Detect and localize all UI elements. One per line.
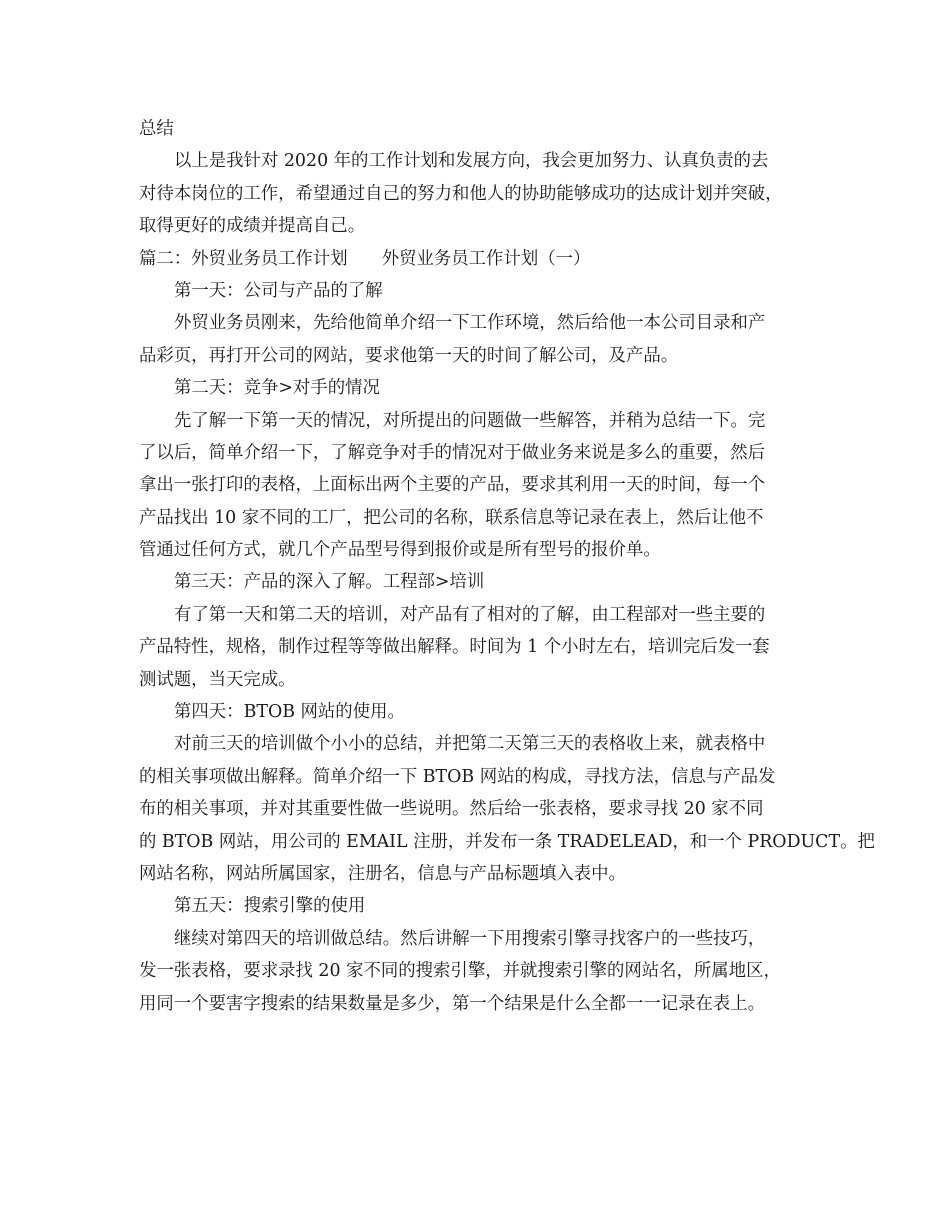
text-line: 取得更好的成绩并提高自己。 bbox=[139, 216, 366, 237]
text-line: 产品特性，规格，制作过程等等做出解释。时间为 1 个小时左右，培训完后发一套 bbox=[139, 637, 770, 658]
text-line: 第四天：BTOB 网站的使用。 bbox=[174, 702, 405, 723]
text-line: 继续对第四天的培训做总结。然后讲解一下用搜索引擎寻找客户的一些技巧， bbox=[174, 928, 766, 949]
text-line: 布的相关事项，并对其重要性做一些说明。然后给一张表格，要求寻找 20 家不同 bbox=[139, 799, 764, 820]
text-line: 网站名称，网站所属国家，注册名，信息与产品标题填入表中。 bbox=[139, 863, 626, 884]
section-heading-subtitle: 外贸业务员工作计划（一） bbox=[381, 248, 591, 269]
text-line: 产品找出 10 家不同的工厂，把公司的名称，联系信息等记录在表上，然后让他不 bbox=[139, 507, 764, 528]
text-line: 第一天：公司与产品的了解 bbox=[174, 280, 383, 301]
text-line: 用同一个要害字搜索的结果数量是多少，第一个结果是什么全都一一记录在表上。 bbox=[139, 993, 766, 1014]
text-line: 以上是我针对 2020 年的工作计划和发展方向，我会更加努力、认真负责的去 bbox=[174, 151, 769, 172]
text-line: 第二天：竞争>对手的情况 bbox=[174, 378, 380, 399]
text-line: 品彩页，再打开公司的网站，要求他第一天的时间了解公司，及产品。 bbox=[139, 345, 679, 366]
text-line: 的 BTOB 网站，用公司的 EMAIL 注册，并发布一条 TRADELEAD，和一个 PRODUCT。把 bbox=[139, 831, 875, 852]
text-line: 第五天：搜索引擎的使用 bbox=[174, 896, 366, 917]
text-line: 拿出一张打印的表格，上面标出两个主要的产品，要求其利用一天的时间，每一个 bbox=[139, 475, 766, 496]
section-heading-title: 篇二：外贸业务员工作计划 bbox=[139, 248, 348, 269]
text-line: 对前三天的培训做个小小的总结，并把第二天第三天的表格收上来，就表格中 bbox=[174, 734, 766, 755]
text-line: 外贸业务员刚来，先给他简单介绍一下工作环境，然后给他一本公司目录和产 bbox=[174, 313, 766, 334]
text-line: 测试题，当天完成。 bbox=[139, 669, 296, 690]
text-line: 对待本岗位的工作，希望通过自己的努力和他人的协助能够成功的达成计划并突破， bbox=[139, 183, 783, 204]
text-line: 发一张表格，要求录找 20 家不同的搜索引擎，并就搜索引擎的网站名，所属地区， bbox=[139, 961, 781, 982]
text-line: 总结 bbox=[139, 119, 174, 139]
text-line: 有了第一天和第二天的培训，对产品有了相对的了解，由工程部对一些主要的 bbox=[174, 604, 766, 625]
text-line: 的相关事项做出解释。简单介绍一下 BTOB 网站的构成，寻找方法，信息与产品发 bbox=[139, 766, 776, 787]
text-line: 先了解一下第一天的情况，对所提出的问题做一些解答，并稍为总结一下。完 bbox=[174, 410, 766, 431]
text-line: 了以后，简单介绍一下，了解竞争对手的情况对于做业务来说是多么的重要，然后 bbox=[139, 442, 766, 463]
text-line: 第三天：产品的深入了解。工程部>培训 bbox=[174, 572, 485, 593]
section-heading bbox=[139, 243, 814, 275]
text-line: 管通过任何方式，就几个产品型号得到报价或是所有型号的报价单。 bbox=[139, 540, 661, 561]
document-body bbox=[139, 113, 875, 1020]
